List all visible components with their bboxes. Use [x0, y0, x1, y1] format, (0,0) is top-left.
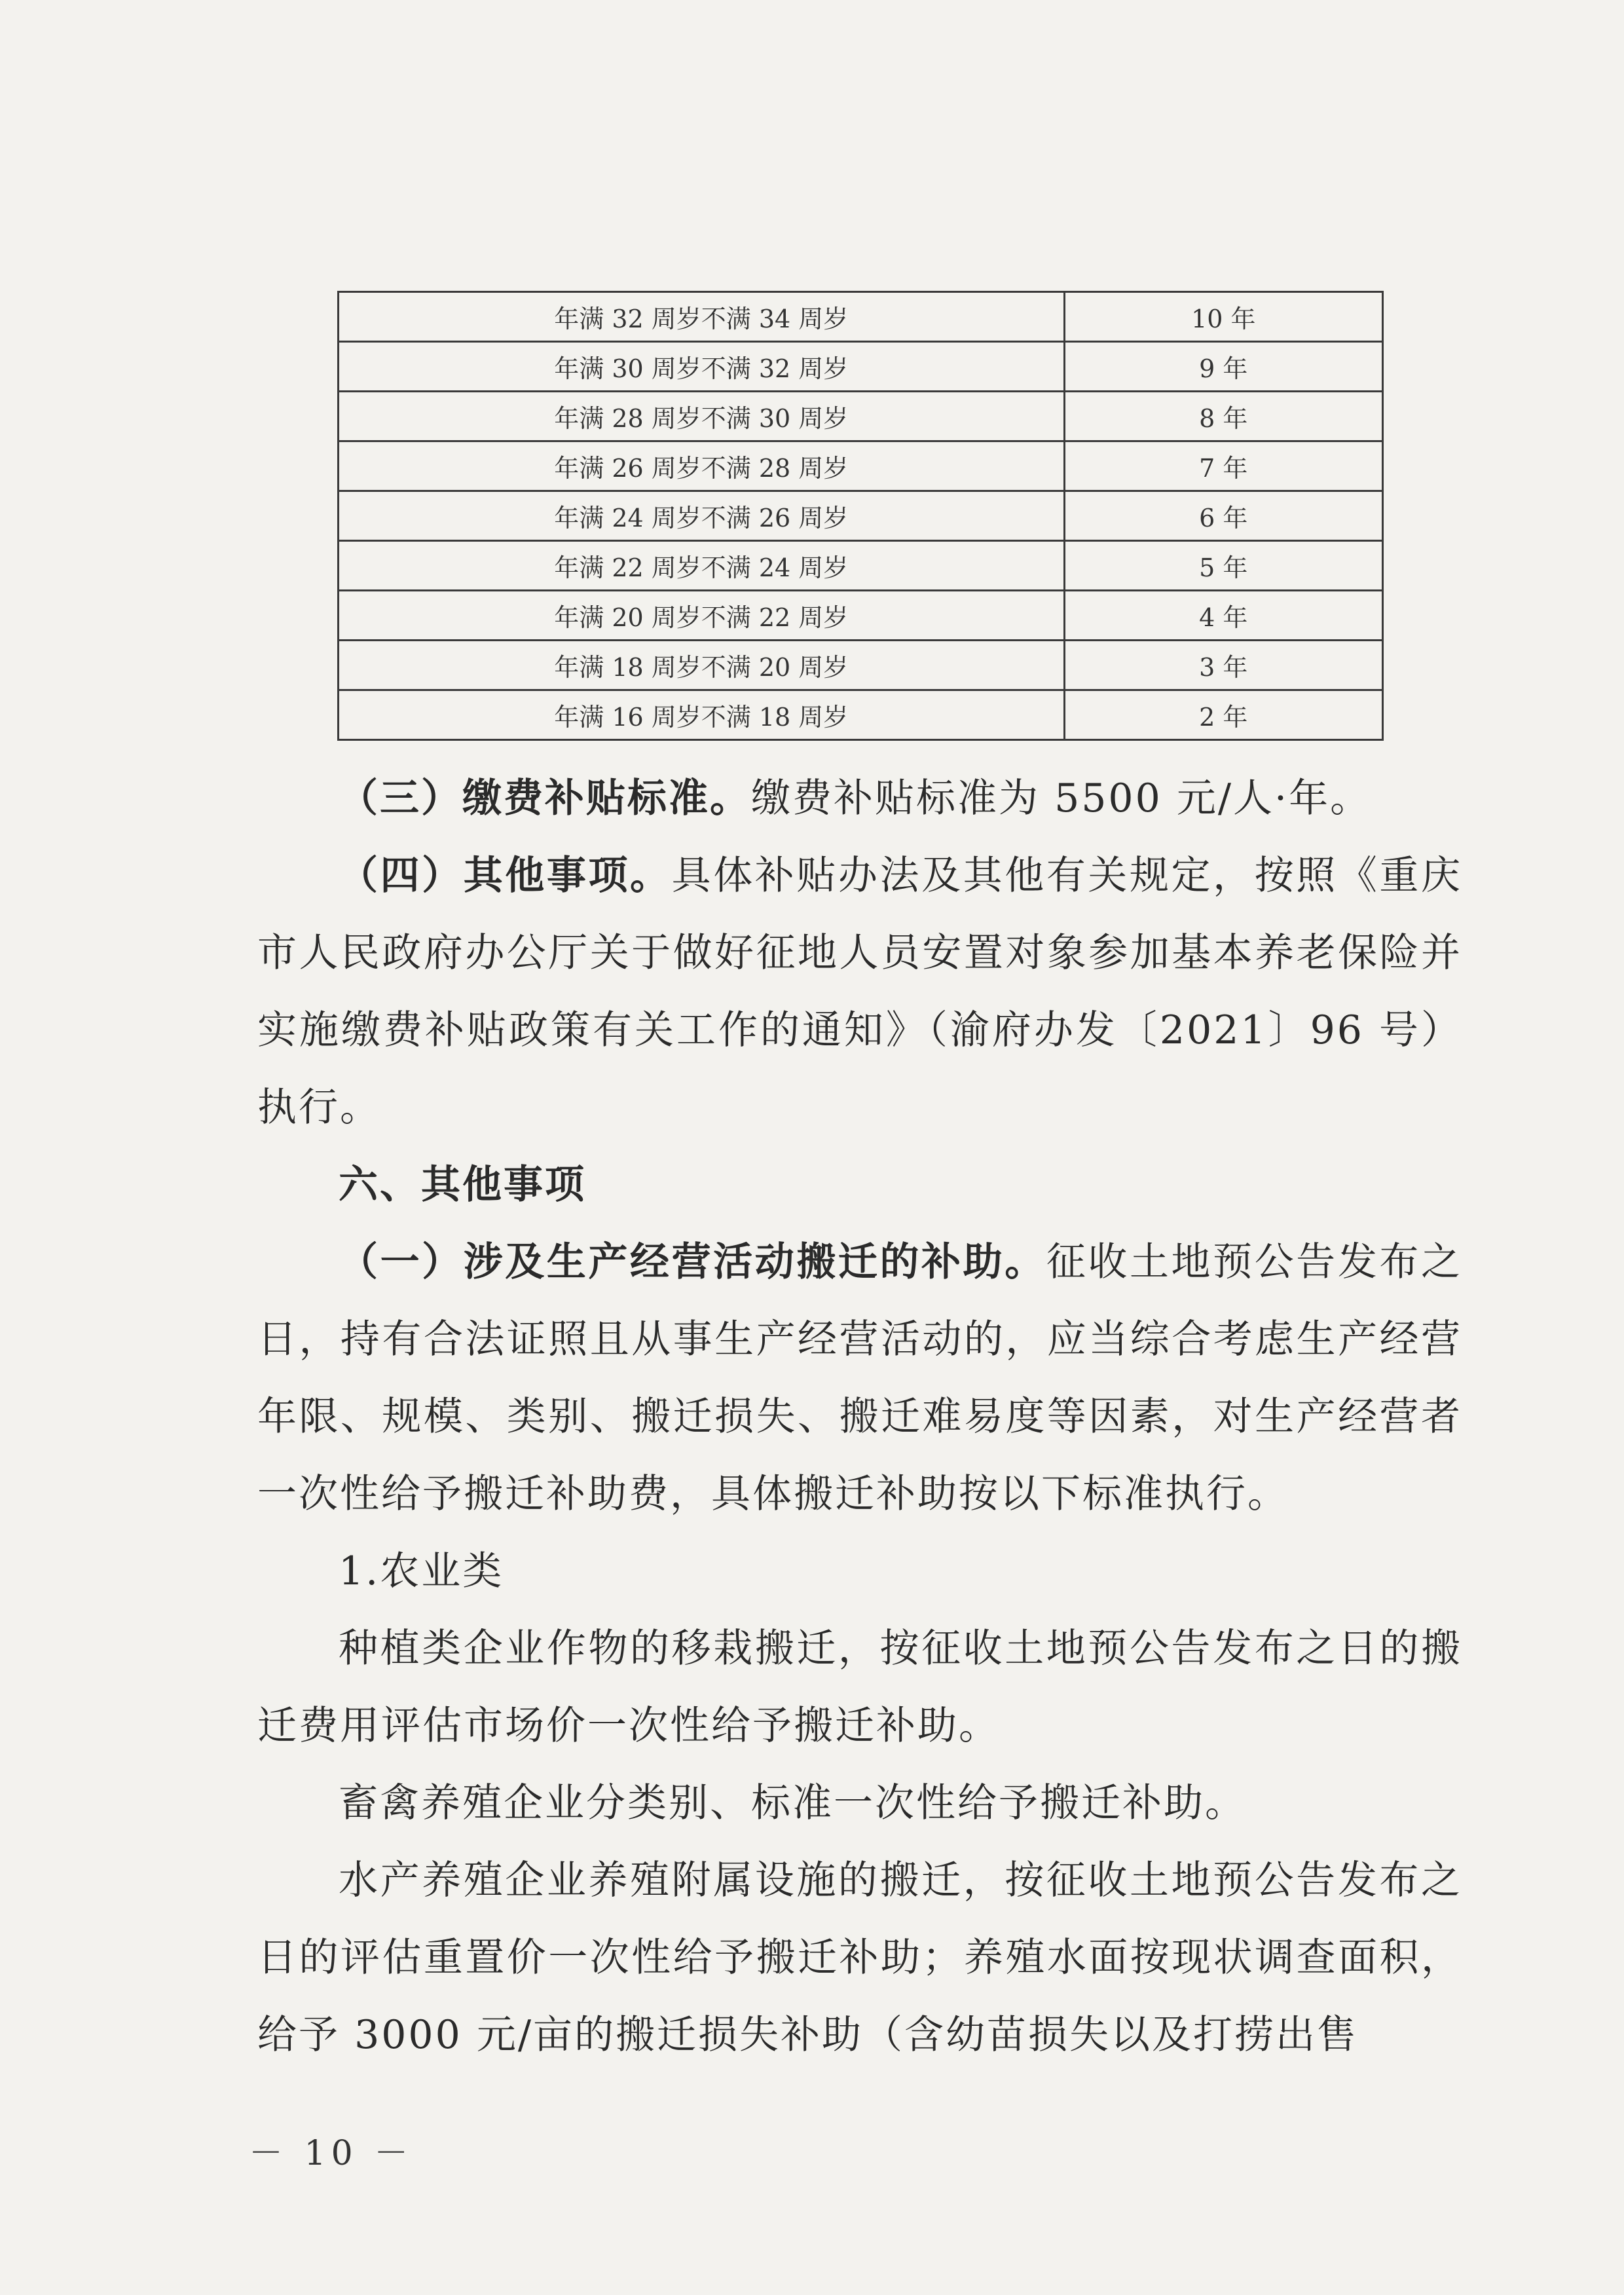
- age-range-cell: 年满 26 周岁不满 28 周岁: [339, 441, 1065, 491]
- item-1-lead: （一）涉及生产经营活动搬迁的补助。: [339, 1239, 1046, 1285]
- contribution-years-table: [337, 291, 1384, 741]
- table-body: [339, 292, 1383, 740]
- contribution-years-cell: 10 年: [1064, 292, 1382, 342]
- paragraph-relocation-subsidy: [257, 1223, 1462, 1533]
- age-range-cell: 年满 16 周岁不满 18 周岁: [339, 690, 1065, 740]
- item-4-lead: （四）其他事项。: [339, 853, 672, 899]
- contribution-years-cell: 9 年: [1064, 342, 1382, 392]
- table-row: [339, 441, 1383, 491]
- table-row: [339, 392, 1383, 441]
- item-3-text: 缴费补贴标准为 5500 元/人·年。: [751, 775, 1372, 821]
- contribution-years-cell: 8 年: [1064, 392, 1382, 441]
- age-range-cell: 年满 22 周岁不满 24 周岁: [339, 541, 1065, 591]
- table-row: [339, 342, 1383, 392]
- contribution-years-cell: 7 年: [1064, 441, 1382, 491]
- table-row: [339, 491, 1383, 541]
- table-row: [339, 541, 1383, 591]
- table-row: [339, 292, 1383, 342]
- age-range-cell: 年满 28 周岁不满 30 周岁: [339, 392, 1065, 441]
- paragraph-aquaculture: 水产养殖企业养殖附属设施的搬迁，按征收土地预公告发布之日的评估重置价一次性给予搬迁补助；养殖水面按现状调查面积，给予 3000 元/亩的搬迁损失补助（含幼苗损失以及打捞出售: [257, 1857, 1462, 2058]
- table-row: [339, 591, 1383, 641]
- table-row: [339, 641, 1383, 690]
- table-row: [339, 690, 1383, 740]
- contribution-years-cell: 5 年: [1064, 541, 1382, 591]
- age-range-cell: 年满 24 周岁不满 26 周岁: [339, 491, 1065, 541]
- paragraph-contribution-standard: [257, 760, 1462, 837]
- contribution-years-cell: 3 年: [1064, 641, 1382, 690]
- contribution-years-cell: 6 年: [1064, 491, 1382, 541]
- contribution-years-cell: 4 年: [1064, 591, 1382, 641]
- age-range-cell: 年满 32 周岁不满 34 周岁: [339, 292, 1065, 342]
- item-3-lead: （三）缴费补贴标准。: [339, 775, 751, 821]
- paragraph-livestock: 畜禽养殖企业分类别、标准一次性给予搬迁补助。: [339, 1780, 1246, 1826]
- paragraph-other-matters: [257, 837, 1462, 1146]
- item-4-text: 具体补贴办法及其他有关规定，按照《重庆市人民政府办公厅关于做好征地人员安置对象参加基本养老保险并实施缴费补贴政策有关工作的通知》（渝府办发〔2021〕96 号）执行。: [257, 853, 1463, 1130]
- contribution-years-cell: 2 年: [1064, 690, 1382, 740]
- item-1-text: 征收土地预公告发布之日，持有合法证照且从事生产经营活动的，应当综合考虑生产经营年限、规模、类别、搬迁损失、搬迁难易度等因素，对生产经营者一次性给予搬迁补助费，具体搬迁补助按以下标准执行。: [257, 1239, 1463, 1517]
- paragraph-planting: 种植类企业作物的移栽搬迁，按征收土地预公告发布之日的搬迁费用评估市场价一次性给予搬迁补助。: [257, 1626, 1462, 1749]
- subheading-agriculture: 1.农业类: [339, 1548, 504, 1594]
- age-range-cell: 年满 20 周岁不满 22 周岁: [339, 591, 1065, 641]
- document-body: [257, 760, 1462, 2074]
- age-range-cell: 年满 30 周岁不满 32 周岁: [339, 342, 1065, 392]
- section-6-heading: 六、其他事项: [339, 1162, 586, 1208]
- page-number: － 10 －: [249, 2134, 414, 2173]
- age-range-cell: 年满 18 周岁不满 20 周岁: [339, 641, 1065, 690]
